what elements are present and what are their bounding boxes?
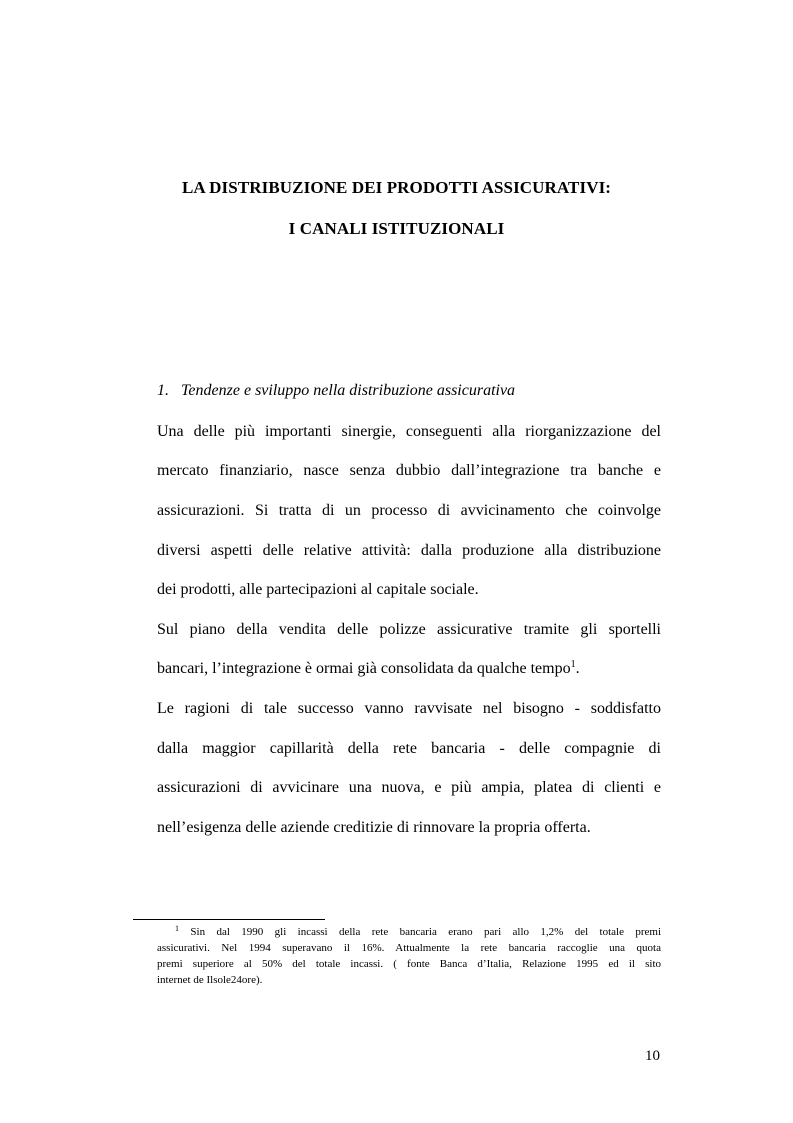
body-line: nell’esigenza delle aziende creditizie di rinnovare la propria offerta.: [157, 819, 591, 836]
body-line: Sul piano della vendita delle polizze assicurative tramite gli sportelli: [157, 621, 661, 638]
body-line: mercato finanziario, nasce senza dubbio dall’integrazione tra banche e: [157, 462, 661, 479]
footnote-text: Sin dal 1990 gli incassi della rete bancaria erano pari allo 1,2% del totale premi: [190, 926, 661, 938]
footnote-line: [157, 925, 661, 940]
footnote-line: assicurativi. Nel 1994 superavano il 16%. Attualmente la rete bancaria raccoglie una quota: [157, 942, 661, 954]
section-number: 1.: [157, 382, 169, 399]
footnote-line: premi superiore al 50% del totale incassi. ( fonte Banca d’Italia, Relazione 1995 ed il sito: [157, 958, 661, 970]
body-line: assicurazioni di avvicinare una nuova, e più ampia, platea di clienti e: [157, 779, 661, 796]
body-line-text: bancari, l’integrazione è ormai già consolidata da qualche tempo: [157, 660, 571, 677]
body-line: dei prodotti, alle partecipazioni al capitale sociale.: [157, 581, 479, 598]
body-line: diversi aspetti delle relative attività: dalla produzione alla distribuzione: [157, 542, 661, 559]
body-line-with-footnote: [157, 660, 661, 678]
footnote-line: internet de Ilsole24ore).: [157, 974, 263, 986]
body-line-period: .: [575, 660, 580, 677]
chapter-title-line-2: I CANALI ISTITUZIONALI: [288, 219, 505, 238]
body-line: assicurazioni. Si tratta di un processo di avvicinamento che coinvolge: [157, 502, 661, 519]
footnote-separator: [133, 919, 325, 920]
chapter-title-line-1: LA DISTRIBUZIONE DEI PRODOTTI ASSICURATIVI:: [181, 178, 612, 197]
body-line: dalla maggior capillarità della rete bancaria - delle compagnie di: [157, 740, 661, 757]
page-number: 10: [645, 1048, 660, 1064]
body-line: Una delle più importanti sinergie, conseguenti alla riorganizzazione del: [157, 423, 661, 440]
footnote-marker: 1: [175, 924, 179, 933]
footnote-reference[interactable]: 1: [570, 659, 576, 670]
section-heading: [157, 382, 515, 400]
body-line: Le ragioni di tale successo vanno ravvisate nel bisogno - soddisfatto: [157, 700, 661, 717]
section-title: Tendenze e sviluppo nella distribuzione assicurativa: [181, 382, 516, 399]
